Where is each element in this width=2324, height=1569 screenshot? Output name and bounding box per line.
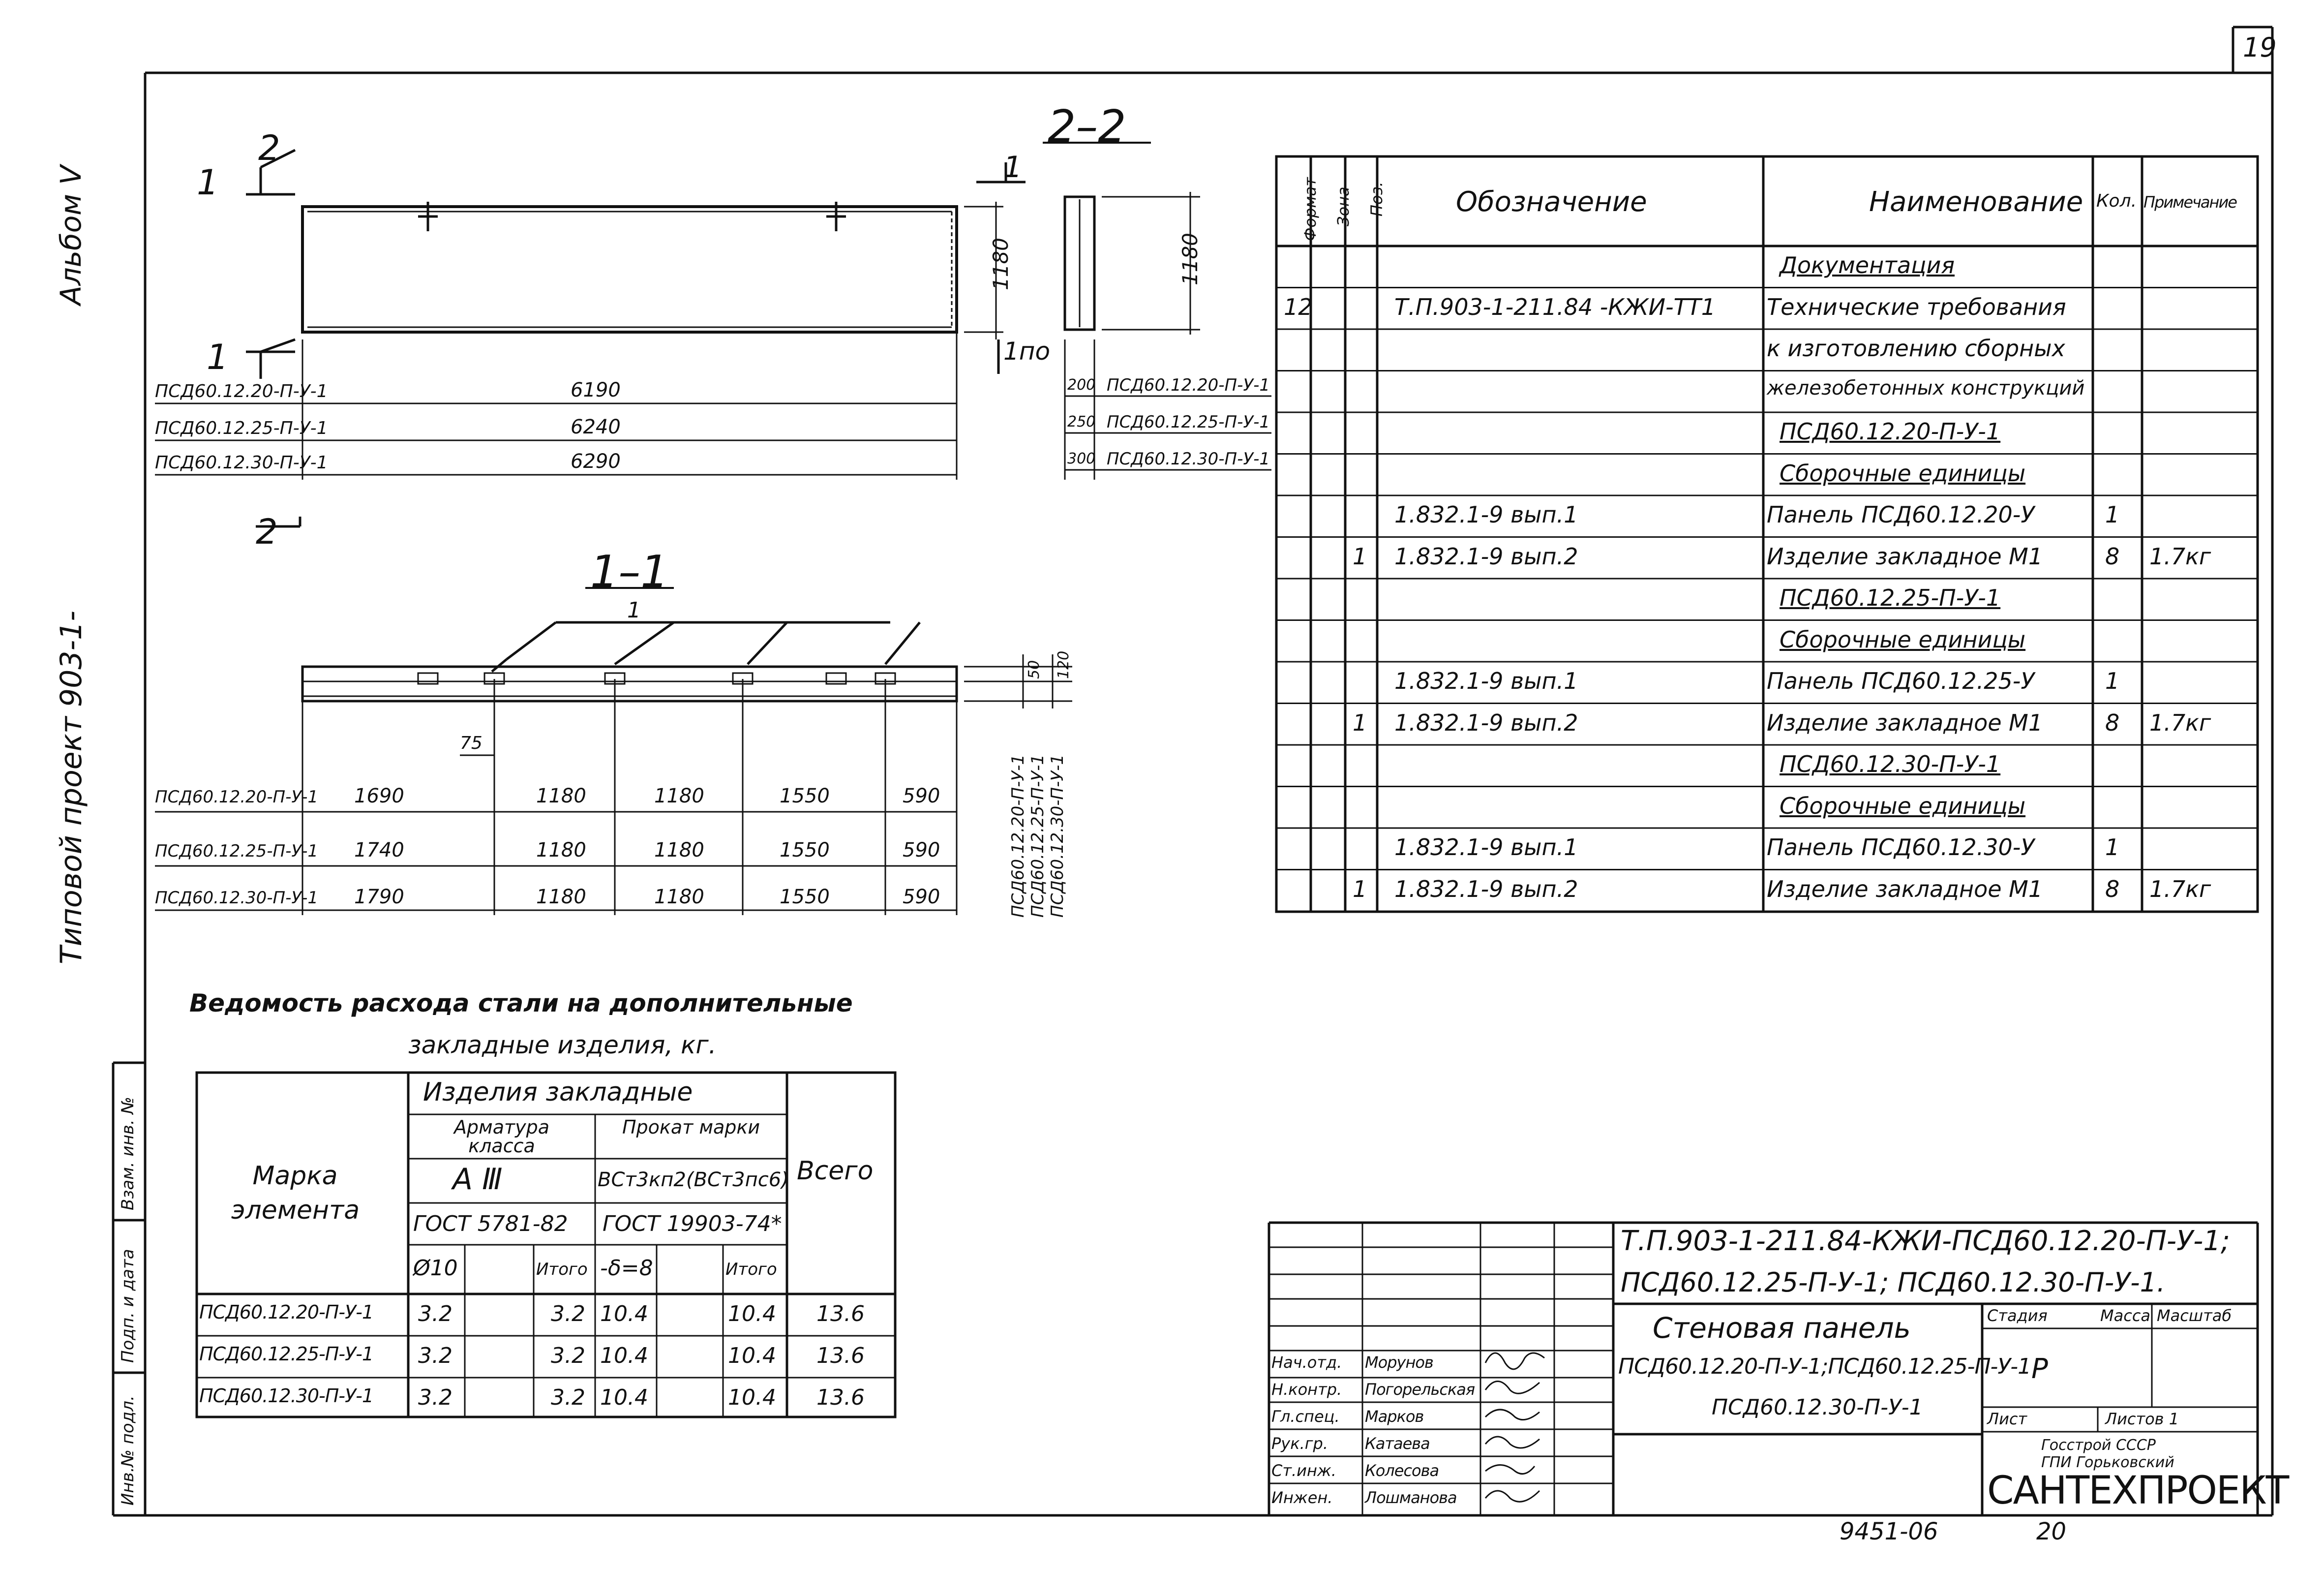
- plan-row-1-mark: ПСД60.12.20-П-У-1: [155, 381, 328, 401]
- s11-vert-mark-3: ПСД60.12.30-П-У-1: [1048, 754, 1067, 918]
- s11-row-dim: 1550: [780, 839, 830, 861]
- spec-header-qty: Кол.: [2096, 191, 2137, 211]
- spec-cell-note: 1.7кг: [2149, 543, 2211, 570]
- spec-header-designation: Обозначение: [1456, 186, 1647, 218]
- steel-col-total-b: Итого: [725, 1260, 777, 1279]
- s22-row-2-thick: 250: [1067, 413, 1096, 431]
- s11-row-dim: 1550: [780, 886, 830, 908]
- spec-cell-name: Сборочные единицы: [1780, 460, 2026, 487]
- steel-cell-total-b: 10.4: [728, 1343, 776, 1368]
- tb-sheet-label: Лист: [1987, 1410, 2027, 1428]
- steel-cell-d10: 3.2: [418, 1301, 453, 1326]
- steel-col-total-a: Итого: [536, 1260, 588, 1279]
- plan-row-2-length: 6240: [571, 416, 621, 438]
- s11-row-dim: 1740: [354, 839, 404, 861]
- staff-role: Инжен.: [1271, 1488, 1333, 1507]
- steel-cell-d10: 3.2: [418, 1385, 453, 1410]
- spec-cell-designation: 1.832.1-9 вып.1: [1394, 668, 1578, 694]
- s22-row-1-thick: 200: [1067, 376, 1096, 394]
- steel-col-rolled: Прокат марки: [622, 1116, 760, 1138]
- section-2-2-height: 1180: [1178, 233, 1202, 285]
- margin-cell-inv: Инв.№ подл.: [118, 1395, 138, 1506]
- staff-role: Н.контр.: [1271, 1380, 1342, 1399]
- staff-role: Нач.отд.: [1271, 1353, 1342, 1372]
- tb-sheets-label: Листов 1: [2105, 1410, 2179, 1428]
- steel-cell-total-b: 10.4: [728, 1385, 776, 1410]
- tb-name-line3: ПСД60.12.30-П-У-1: [1712, 1395, 1923, 1420]
- s11-row-dim: 1180: [536, 839, 586, 861]
- tb-scale-label: Масштаб: [2157, 1306, 2232, 1325]
- staff-name: Марков: [1365, 1407, 1424, 1426]
- steel-cell-delta: 10.4: [600, 1343, 648, 1368]
- s11-row-dim: 590: [903, 886, 940, 908]
- spec-cell-note: 1.7кг: [2149, 709, 2211, 736]
- steel-gost-a: ГОСТ 5781-82: [413, 1211, 568, 1236]
- spec-cell-name: Изделие закладное М1: [1767, 875, 2043, 902]
- steel-col-mark: Марка элемента: [231, 1161, 360, 1225]
- steel-cell-all: 13.6: [816, 1343, 865, 1368]
- steel-cell-mark: ПСД60.12.25-П-У-1: [199, 1343, 374, 1365]
- staff-name: Морунов: [1365, 1353, 1433, 1372]
- steel-cell-total-a: 3.2: [551, 1385, 585, 1410]
- steel-cell-total-b: 10.4: [728, 1301, 776, 1326]
- tb-stage-value: Р: [2031, 1353, 2048, 1385]
- spec-cell-designation: 1.832.1-9 вып.1: [1394, 501, 1578, 528]
- steel-cell-d10: 3.2: [418, 1343, 453, 1368]
- s11-row-mark: ПСД60.12.20-П-У-1: [155, 787, 318, 807]
- spec-header-name: Наименование: [1869, 186, 2083, 218]
- section-1-1-dim-75: 75: [460, 733, 483, 753]
- staff-role: Рук.гр.: [1271, 1434, 1328, 1453]
- steel-cell-total-a: 3.2: [551, 1301, 585, 1326]
- sheet-number: 19: [2243, 32, 2277, 63]
- s11-vert-mark-2: ПСД60.12.25-П-У-1: [1028, 754, 1048, 918]
- spec-cell-qty: 8: [2105, 875, 2120, 902]
- staff-role: Ст.инж.: [1271, 1461, 1336, 1480]
- spec-cell-designation: 1.832.1-9 вып.2: [1394, 543, 1578, 570]
- steel-col-armature: Арматура класса: [453, 1116, 550, 1157]
- plan-row-3-length: 6290: [571, 450, 621, 473]
- spec-header-zone: Зона: [1334, 186, 1353, 226]
- steel-col-delta: -δ=8: [600, 1256, 653, 1281]
- s11-row-dim: 1180: [654, 785, 704, 807]
- spec-cell-name: ПСД60.12.25-П-У-1: [1780, 585, 2001, 611]
- spec-cell-name: Сборочные единицы: [1780, 626, 2026, 653]
- spec-cell-pos: 1: [1353, 875, 1367, 902]
- section-1-1-title: 1–1: [590, 546, 669, 598]
- spec-cell-name: ПСД60.12.20-П-У-1: [1780, 418, 2001, 445]
- spec-cell-name: Панель ПСД60.12.20-У: [1767, 501, 2035, 528]
- section-1-1-dim-50: 50: [1026, 660, 1043, 679]
- spec-cell-qty: 8: [2105, 543, 2120, 570]
- staff-role: Гл.спец.: [1271, 1407, 1340, 1426]
- s22-row-1-mark: ПСД60.12.20-П-У-1: [1107, 375, 1270, 395]
- bottom-code: 9451-06: [1840, 1518, 1938, 1545]
- album-label: Альбом V: [54, 165, 88, 305]
- signatures: [1485, 1353, 1544, 1502]
- tb-org-line1: Госстрой СССР: [2041, 1437, 2156, 1454]
- staff-name: Погорельская: [1365, 1380, 1475, 1399]
- staff-name: Катаева: [1365, 1434, 1430, 1453]
- s11-row-dim: 590: [903, 785, 940, 807]
- spec-cell-pos: 1: [1353, 543, 1367, 570]
- s11-row-dim: 590: [903, 839, 940, 861]
- section-1-1-dim-120: 120: [1055, 650, 1072, 679]
- steel-col-group: Изделия закладные: [423, 1077, 693, 1107]
- steel-title-line1: Ведомость расхода стали на дополнительные: [189, 989, 853, 1017]
- tb-mass-label: Масса: [2100, 1306, 2151, 1325]
- s11-row-dim: 1180: [536, 785, 586, 807]
- spec-cell-name: Изделие закладное М1: [1767, 543, 2043, 570]
- tb-name-line2: ПСД60.12.20-П-У-1;ПСД60.12.25-П-У-1: [1618, 1354, 2031, 1379]
- steel-rolled-grade: ВСт3кп2(ВСт3пс6): [598, 1169, 789, 1191]
- s22-row-2-mark: ПСД60.12.25-П-У-1: [1107, 412, 1270, 432]
- spec-cell-qty: 1: [2105, 834, 2120, 861]
- steel-col-d10: Ø10: [413, 1256, 458, 1281]
- steel-cell-total-a: 3.2: [551, 1343, 585, 1368]
- steel-col-all: Всего: [797, 1156, 874, 1186]
- section-mark-2-bottom: 2: [256, 512, 278, 552]
- plan-row-2-mark: ПСД60.12.25-П-У-1: [155, 418, 328, 438]
- plan-height-dim: 1180: [989, 238, 1013, 290]
- section-mark-2-top: 2: [258, 128, 280, 168]
- section-2-2-mark-110: 1по: [1003, 337, 1051, 366]
- section-2-2-title: 2–2: [1048, 101, 1126, 153]
- spec-cell-name: железобетонных конструкций: [1767, 376, 2085, 400]
- s11-row-dim: 1690: [354, 785, 404, 807]
- spec-cell-note: 1.7кг: [2149, 875, 2211, 902]
- staff-name: Колесова: [1365, 1461, 1439, 1480]
- s11-row-dim: 1180: [654, 886, 704, 908]
- margin-cell-sign: Подп. и дата: [118, 1249, 138, 1363]
- section-2-2-mark-1: 1: [1003, 150, 1023, 185]
- spec-cell-designation: 1.832.1-9 вып.2: [1394, 875, 1578, 902]
- spec-cell-name: Панель ПСД60.12.30-У: [1767, 834, 2035, 861]
- tb-org-line2: ГПИ Горьковский: [2041, 1454, 2174, 1471]
- staff-name: Лошманова: [1365, 1488, 1457, 1507]
- s11-row-mark: ПСД60.12.30-П-У-1: [155, 888, 318, 908]
- spec-cell-name: ПСД60.12.30-П-У-1: [1780, 751, 2001, 777]
- tb-code-line2: ПСД60.12.25-П-У-1; ПСД60.12.30-П-У-1.: [1621, 1267, 2166, 1298]
- spec-header-note: Примечание: [2143, 193, 2236, 212]
- tb-code-line1: Т.П.903-1-211.84-КЖИ-ПСД60.12.20-П-У-1;: [1621, 1225, 2230, 1257]
- section-1-1-leader: 1: [627, 598, 641, 623]
- spec-cell-name: Панель ПСД60.12.25-У: [1767, 668, 2035, 694]
- s11-row-dim: 1180: [654, 839, 704, 861]
- steel-title-line2: закладные изделия, кг.: [408, 1031, 717, 1059]
- spec-cell-name: Технические требования: [1767, 293, 2066, 320]
- steel-cell-mark: ПСД60.12.30-П-У-1: [199, 1385, 374, 1407]
- spec-cell-designation: 1.832.1-9 вып.1: [1394, 834, 1578, 861]
- s11-row-dim: 1550: [780, 785, 830, 807]
- steel-gost-b: ГОСТ 19903-74*: [603, 1211, 782, 1236]
- tb-name-line1: Стеновая панель: [1653, 1311, 1911, 1345]
- steel-cell-all: 13.6: [816, 1301, 865, 1326]
- spec-header-format: Формат: [1301, 177, 1320, 241]
- margin-cell-repl: Взам. инв. №: [118, 1097, 138, 1210]
- steel-armature-class: А Ⅲ: [453, 1162, 503, 1197]
- steel-cell-mark: ПСД60.12.20-П-У-1: [199, 1301, 374, 1323]
- spec-cell-name: Документация: [1780, 252, 1955, 278]
- s11-row-dim: 1790: [354, 886, 404, 908]
- spec-cell-designation: Т.П.903-1-211.84 -КЖИ-ТТ1: [1394, 293, 1716, 320]
- plan-row-1-length: 6190: [571, 379, 621, 401]
- spec-cell-designation: 1.832.1-9 вып.2: [1394, 709, 1578, 736]
- steel-cell-all: 13.6: [816, 1385, 865, 1410]
- spec-header-pos: Поз.: [1367, 182, 1386, 216]
- bottom-page: 20: [2036, 1518, 2067, 1545]
- section-mark-1-bottom: 1: [207, 337, 229, 377]
- spec-cell-name: Изделие закладное М1: [1767, 709, 2043, 736]
- s11-row-mark: ПСД60.12.25-П-У-1: [155, 841, 318, 861]
- spec-cell-name: к изготовлению сборных: [1767, 335, 2065, 362]
- project-label: Типовой проект 903-1-: [54, 611, 89, 964]
- spec-cell-name: Сборочные единицы: [1780, 792, 2026, 819]
- plan-row-3-mark: ПСД60.12.30-П-У-1: [155, 453, 328, 473]
- steel-cell-delta: 10.4: [600, 1301, 648, 1326]
- s11-row-dim: 1180: [536, 886, 586, 908]
- steel-cell-delta: 10.4: [600, 1385, 648, 1410]
- spec-cell-format: 12: [1284, 293, 1313, 320]
- s22-row-3-thick: 300: [1067, 450, 1096, 467]
- tb-org-logo: САНТЕХПРОЕКТ: [1987, 1469, 2289, 1513]
- s22-row-3-mark: ПСД60.12.30-П-У-1: [1107, 449, 1270, 469]
- section-mark-1-top: 1: [197, 162, 219, 203]
- spec-cell-qty: 1: [2105, 668, 2120, 694]
- spec-cell-qty: 8: [2105, 709, 2120, 736]
- tb-stage-label: Стадия: [1987, 1306, 2048, 1325]
- spec-cell-qty: 1: [2105, 501, 2120, 528]
- spec-cell-pos: 1: [1353, 709, 1367, 736]
- s11-vert-mark-1: ПСД60.12.20-П-У-1: [1008, 754, 1028, 918]
